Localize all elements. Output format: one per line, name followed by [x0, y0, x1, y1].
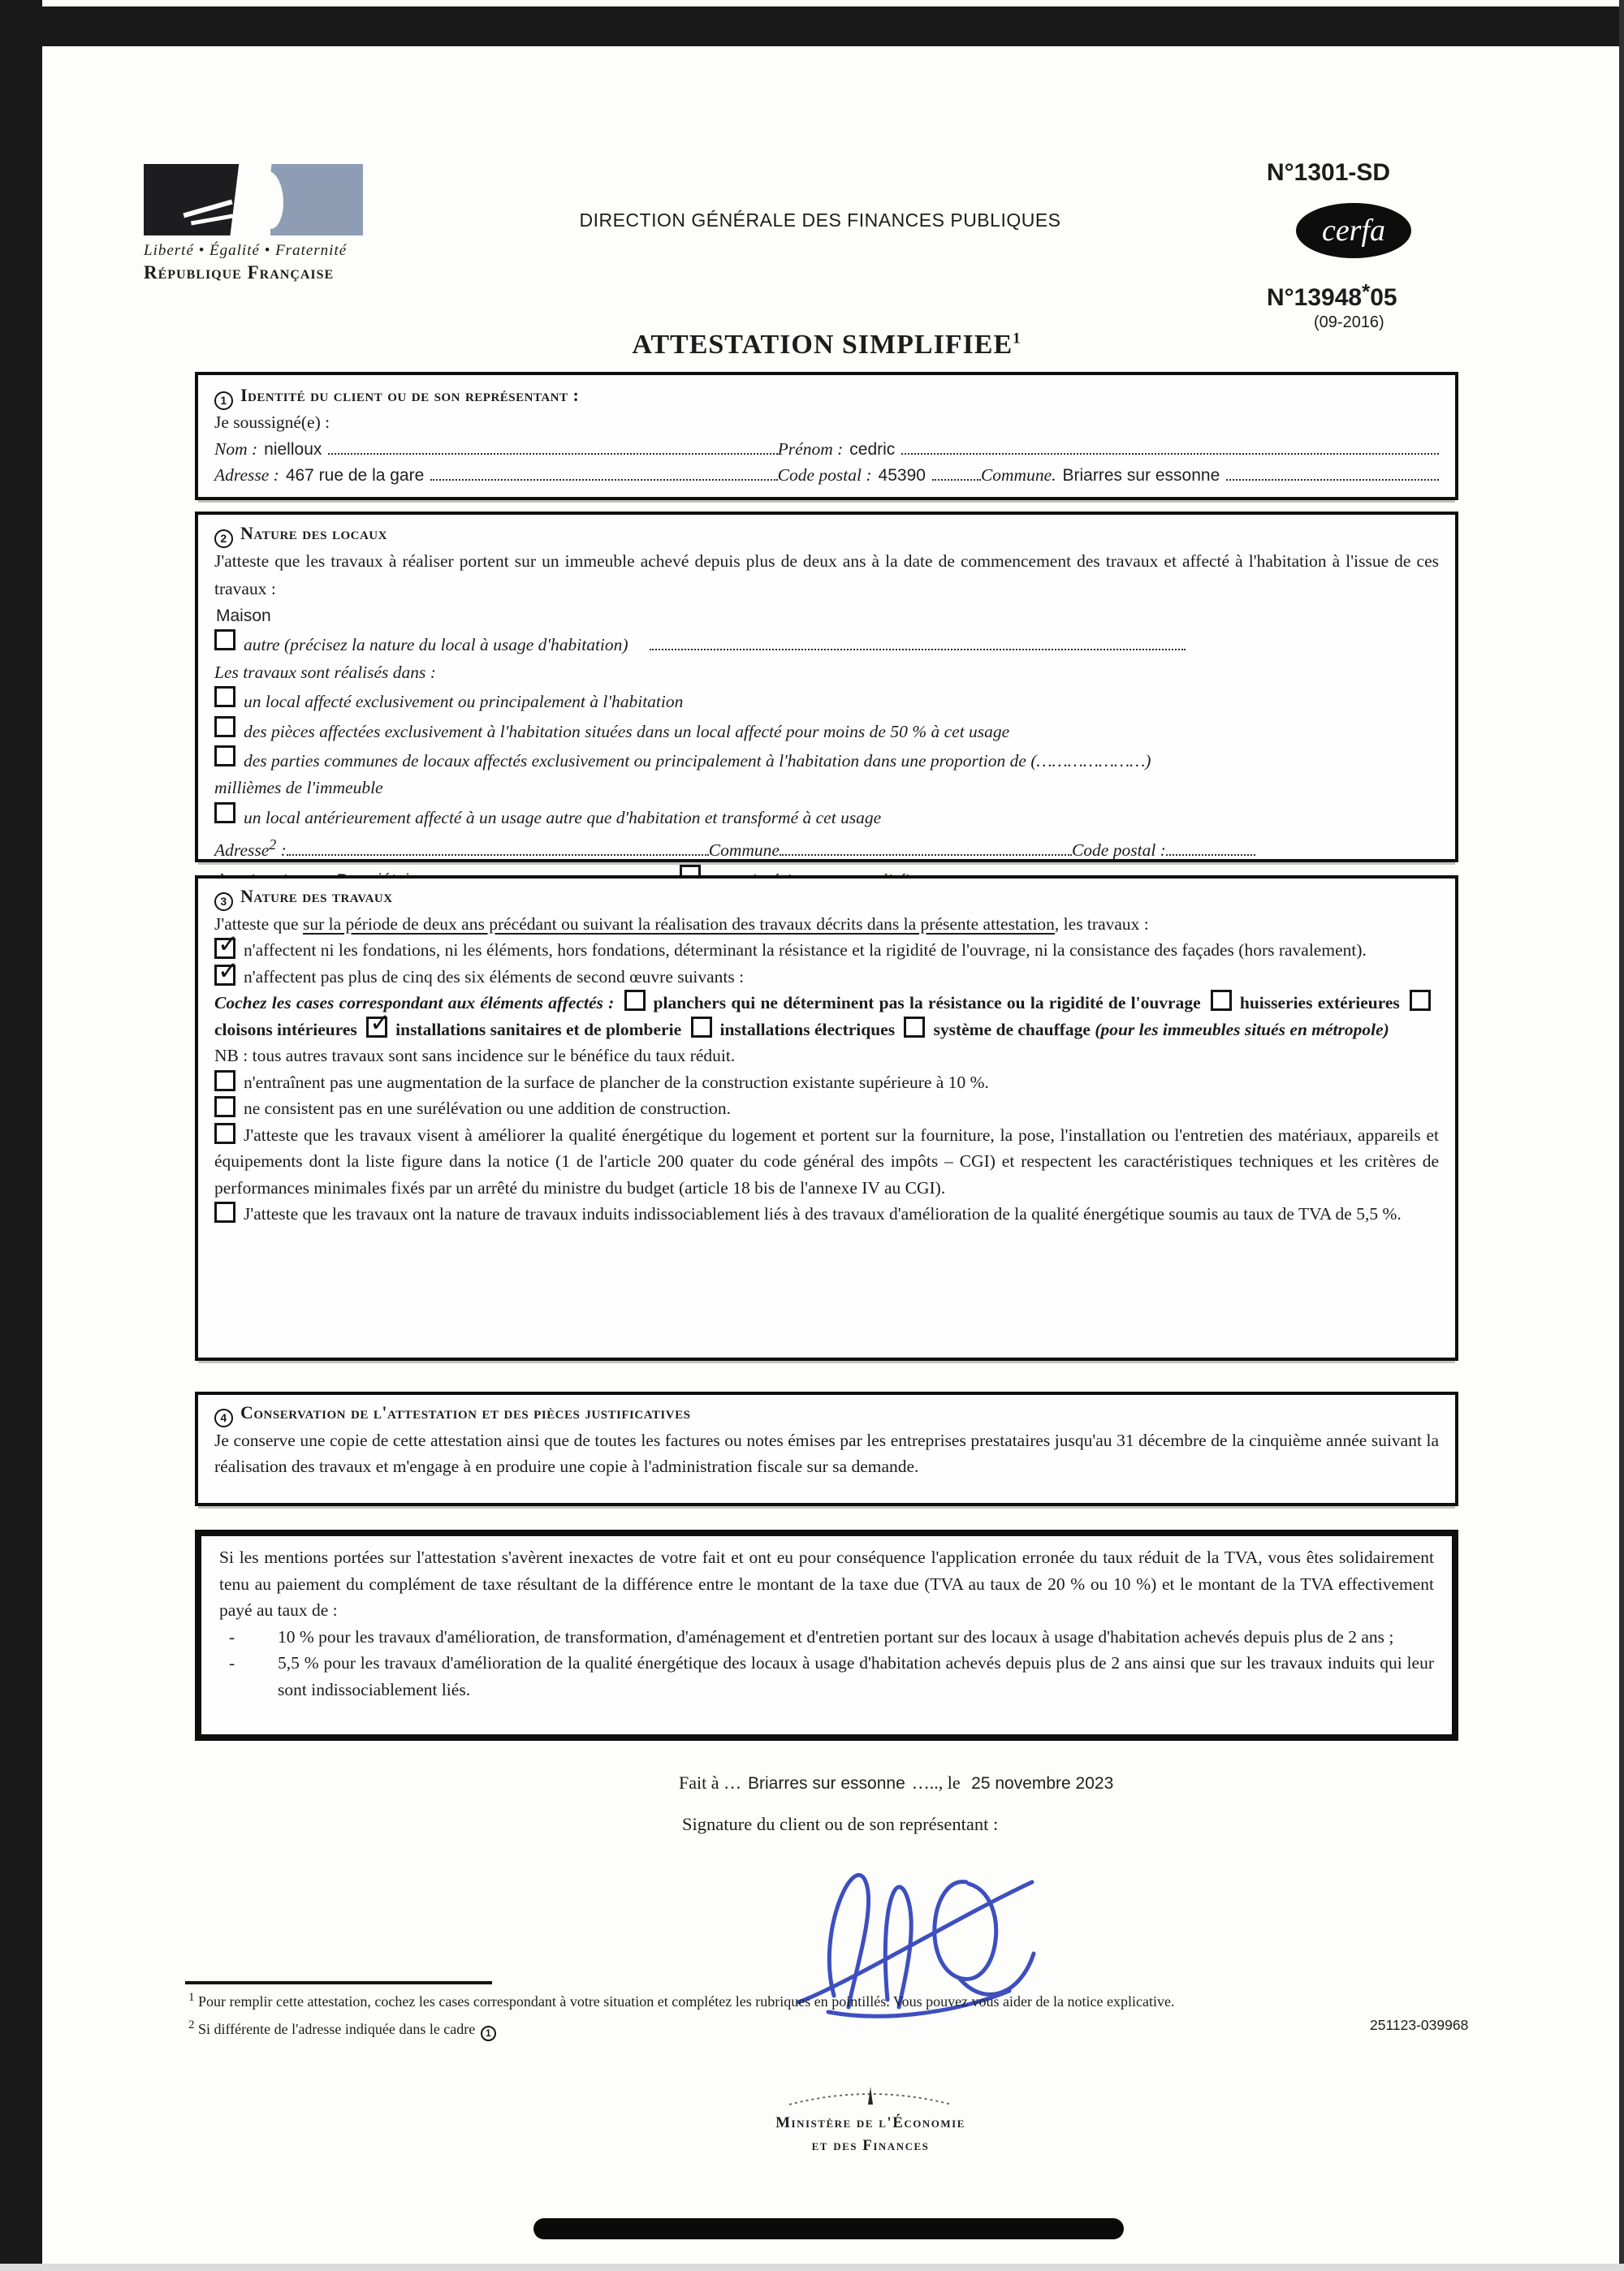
- form-number-main: N°13948: [1267, 284, 1363, 311]
- ministry-block: [708, 2080, 1033, 2157]
- cerfa-logo: [1296, 203, 1411, 258]
- section-conservation: [195, 1392, 1458, 1506]
- code-postal2-label: Code postal :: [1071, 840, 1166, 861]
- signature-label: Signature du client ou de son représentant :: [682, 1814, 999, 1834]
- element-electriques: installations électriques: [719, 1019, 896, 1039]
- element-huisseries: huisseries extérieures: [1239, 993, 1400, 1013]
- dotted-leader: [430, 462, 777, 481]
- form-number-13948: [1267, 279, 1397, 312]
- option-label: des pièces affectées exclusivement à l'habitation situées dans un local affecté pour moins de 50 % à cet usage: [244, 721, 1010, 741]
- footnote-1-text: Pour remplir cette attestation, cochez les cases correspondant à votre situation et complétez les rubriques en pointillés. Vous pouvez vous aider de la notice explicative.: [194, 1993, 1175, 2010]
- option-pieces-affectees: [214, 716, 1439, 745]
- fait-a-line: [679, 1772, 1120, 1794]
- scan-gray-strip-bottom: [0, 2264, 1624, 2271]
- warning-item-text: 5,5 % pour les travaux d'amélioration de la qualité énergétique des locaux à usage d'habitation achevés depuis plus de 2 ans ainsi que sur les travaux induits qui leur sont indissociablement liés.: [278, 1653, 1434, 1699]
- condition-text: J'atteste que les travaux visent à améliorer la qualité énergétique du logement et portent sur la fourniture, la pose, l'installation ou l'entretien des matériaux, appareils et équipements dont la liste figure dans la notice (1 de l'article 200 quater du code général des impôts – CGI) et respectent les caractéristiques techniques et les critères de performances minimales fixés par un arrêté du ministre du budget (article 18 bis de l'annexe IV au CGI).: [214, 1125, 1439, 1198]
- checkbox: [214, 745, 235, 766]
- scan-black-pill-bar: [533, 2218, 1124, 2239]
- section3-number-icon: 3: [214, 892, 233, 911]
- form-title-text: ATTESTATION SIMPLIFIEE: [632, 330, 1013, 360]
- cerfa-logo-text: cerfa: [1321, 214, 1386, 248]
- list-dash: -: [229, 1626, 235, 1647]
- condition-text: J'atteste que les travaux ont la nature de travaux induits indissociablement liés à des travaux d'amélioration de la qualité énergétique soumis au taux de TVA de 5,5 %.: [244, 1204, 1402, 1224]
- section1-heading: [214, 382, 1439, 410]
- adresse2-row: [214, 831, 1439, 865]
- form-title-footnote-ref: 1: [1013, 330, 1021, 348]
- obelisk-mark-icon: [868, 2087, 873, 2105]
- flag-blue-block: [270, 164, 363, 235]
- option-autre-local-label: autre (précisez la nature du local à usage d'habitation): [244, 635, 628, 655]
- prenom-field-value: cedric: [849, 439, 896, 459]
- condition-text: n'affectent ni les fondations, ni les éléments, hors fondations, déterminant la résistance et la rigidité de l'ouvrage, ni la consistance des façades (hors ravalement).: [244, 940, 1367, 961]
- dotted-leader: [287, 837, 709, 857]
- nom-field-value: nielloux: [264, 439, 322, 459]
- warning-box: [195, 1530, 1458, 1741]
- signature-stroke: [935, 1882, 996, 1980]
- dotted-leader: [901, 435, 1439, 455]
- option-label: un local antérieurement affecté à un usage autre que d'habitation et transformé à cet usage: [244, 807, 882, 827]
- identity-intro: Je soussigné(e) :: [214, 412, 330, 432]
- logo-republic-label: République Française: [144, 262, 335, 283]
- checkbox: [214, 716, 235, 737]
- condition-text: n'entraînent pas une augmentation de la surface de plancher de la construction existante supérieure à 10 %.: [244, 1072, 989, 1092]
- section2-heading: [214, 520, 1439, 548]
- adresse2-footnote-ref: 2: [269, 836, 277, 853]
- checkbox: [214, 1096, 235, 1117]
- fait-mid: ….., le: [911, 1772, 965, 1793]
- element-sanitaires: installations sanitaires et de plomberie: [395, 1019, 682, 1039]
- elements-affectes-paragraph: [214, 990, 1439, 1043]
- checkbox: [214, 965, 235, 986]
- form-number-version: 05: [1370, 284, 1397, 311]
- checkbox: [214, 686, 235, 707]
- element-planchers: planchers qui ne déterminent pas la résistance ou la rigidité de l'ouvrage: [653, 993, 1201, 1013]
- list-dash: -: [229, 1653, 235, 1673]
- adresse-label: Adresse :: [214, 465, 279, 485]
- republique-francaise-logo: [144, 164, 371, 283]
- footnote-2-text: Si différente de l'adresse indiquée dans le cadre: [194, 2021, 479, 2037]
- section-nature-des-travaux: [195, 875, 1458, 1361]
- checkbox: [214, 629, 235, 650]
- condition-second-oeuvre: [214, 964, 1439, 991]
- code-postal-label: Code postal :: [777, 465, 872, 485]
- conservation-body: Je conserve une copie de cette attestation ainsi que de toutes les factures ou notes émises par les entreprises prestataires jusqu'au 31 décembre de la cinquième année suivant la réalisation des travaux et m'engage à en produire une copie à l'administration fiscale sur sa demande.: [214, 1430, 1439, 1477]
- condition-qualite-energetique: [214, 1122, 1439, 1202]
- commune2-label: Commune: [708, 840, 780, 861]
- scan-black-bar-top: [42, 6, 1619, 46]
- option-label: un local affecté exclusivement ou principalement à l'habitation: [244, 692, 684, 712]
- section-identite-client: [195, 372, 1458, 500]
- warning-item-55: [219, 1650, 1434, 1703]
- checkbox: [1410, 990, 1431, 1011]
- dotted-leader: [1166, 837, 1255, 857]
- fait-a-label: Fait à …: [679, 1772, 741, 1793]
- section4-heading-text: Conservation de l'attestation et des pièces justificatives: [240, 1402, 691, 1423]
- scan-black-line-right: [1619, 0, 1624, 2264]
- checkbox: [1211, 990, 1232, 1011]
- cochez-label: Cochez les cases correspondant aux éléments affectés :: [214, 993, 615, 1013]
- checkbox: [214, 1123, 235, 1144]
- section1-heading-text: Identité du client ou de son représentant :: [240, 385, 580, 405]
- scan-black-bar-left: [0, 0, 42, 2264]
- form-title: [195, 330, 1458, 361]
- form-number-1301sd: N°1301-SD: [1267, 159, 1391, 186]
- marianne-flag-icon: [144, 164, 363, 235]
- travaux-intro-paragraph: [214, 911, 1439, 938]
- section4-number-icon: 4: [214, 1409, 233, 1427]
- fait-date-value: 25 novembre 2023: [971, 1774, 1114, 1793]
- checkbox: [214, 802, 235, 823]
- adresse2-label: Adresse$^2$ :: [214, 836, 287, 861]
- section3-heading-text: Nature des travaux: [240, 886, 393, 906]
- option-local-transforme: [214, 802, 1439, 831]
- footnote-2: [188, 2018, 1455, 2041]
- prenom-label: Prénom :: [777, 438, 844, 459]
- dotted-leader: [328, 435, 777, 455]
- intro-underlined: sur la période de deux ans précédant ou suivant la réalisation des travaux décrits dans la présente attestation: [302, 913, 1055, 934]
- warning-item-text: 10 % pour les travaux d'amélioration, de transformation, d'aménagement et d'entretien portant sur des locaux à usage d'habitation achevés depuis plus de 2 ans ;: [278, 1626, 1394, 1647]
- nb-note: NB : tous autres travaux sont sans incidence sur le bénéfice du taux réduit.: [214, 1046, 736, 1066]
- section3-heading: [214, 883, 1439, 911]
- identity-row-adresse: [214, 462, 1439, 489]
- travaux-realises-label: Les travaux sont réalisés dans :: [214, 662, 436, 682]
- locaux-intro-paragraph: J'atteste que les travaux à réaliser portent sur un immeuble achevé depuis plus de deux ans à la date de commencement des travaux et affecté à l'habitation à l'issue de ces travaux :: [214, 551, 1439, 598]
- intro-pre: J'atteste que: [214, 913, 303, 934]
- condition-text: ne consistent pas en une surélévation ou une addition de construction.: [244, 1099, 732, 1119]
- condition-surelevation: [214, 1095, 1439, 1122]
- element-cloisons: cloisons intérieures: [214, 1019, 357, 1039]
- footnote-2-ref: 2: [188, 2018, 195, 2031]
- footnote-1: [188, 1991, 1455, 2010]
- dotted-leader: [780, 837, 1072, 857]
- ministry-arc-decoration: [781, 2080, 960, 2108]
- footnote-divider: [185, 1981, 492, 1984]
- dotted-leader: [650, 632, 1186, 651]
- checkbox: [691, 1017, 712, 1038]
- checkbox: [904, 1017, 925, 1038]
- form-number-star: *: [1362, 279, 1371, 304]
- document-reference-number: 251123-039968: [1370, 2017, 1469, 2033]
- checkbox: [624, 990, 646, 1011]
- intro-post: , les travaux :: [1054, 913, 1149, 934]
- signature-stroke: [959, 1954, 1034, 1994]
- condition-fondations: [214, 937, 1439, 964]
- commune-field-value: Briarres sur essonne: [1062, 466, 1220, 485]
- dotted-leader: [1226, 462, 1439, 481]
- adresse-field-value: 467 rue de la gare: [285, 466, 425, 485]
- code-postal-field-value: 45390: [878, 466, 926, 485]
- ministry-line1: Ministère de l'Économie: [775, 2114, 965, 2131]
- condition-travaux-induits: [214, 1201, 1439, 1228]
- logo-motto: Liberté • Égalité • Fraternité: [144, 242, 348, 259]
- section2-heading-text: Nature des locaux: [240, 523, 387, 543]
- section1-number-icon: 1: [214, 391, 233, 410]
- form-revision-date: (09-2016): [1314, 313, 1384, 331]
- dotted-leader: [932, 462, 981, 481]
- ministry-line2: et des Finances: [811, 2137, 930, 2154]
- condition-text: n'affectent pas plus de cinq des six éléments de second œuvre suivants :: [244, 966, 745, 987]
- footnote-2-section-icon: 1: [481, 2026, 496, 2041]
- warning-item-10: [219, 1624, 1434, 1651]
- warning-intro: Si les mentions portées sur l'attestation s'avèrent inexactes de votre fait et ont eu pour conséquence l'application erronée du taux réduit de la TVA, vous êtes solidairement tenu au paiement du complément de taxe résultant de la différence entre le montant de la taxe due (TVA au taux de 20 % ou 10 %) et le montant de la TVA effectivement payé au taux de :: [219, 1548, 1434, 1620]
- section2-number-icon: 2: [214, 529, 233, 548]
- local-type-field-value: Maison: [216, 607, 271, 626]
- option-local-habitation: [214, 686, 1439, 715]
- footnote-1-ref: 1: [188, 1991, 195, 2004]
- element-chauffage-note: (pour les immeubles situés en métropole): [1095, 1019, 1389, 1039]
- element-chauffage: système de chauffage: [933, 1019, 1091, 1039]
- checkbox: [214, 1202, 235, 1223]
- identity-row-nom: [214, 435, 1439, 462]
- condition-surface: [214, 1069, 1439, 1096]
- section-nature-des-locaux: [195, 512, 1458, 862]
- checkbox: [214, 1070, 235, 1091]
- checkbox: [366, 1017, 387, 1038]
- nom-label: Nom :: [214, 438, 258, 459]
- fait-place-value: Briarres sur essonne: [748, 1774, 905, 1793]
- option-autre-local: [214, 629, 1439, 658]
- section4-heading: [214, 1400, 1439, 1427]
- option-parties-communes: [214, 745, 1439, 775]
- option-parties-communes-suite: millièmes de l'immeuble: [214, 778, 383, 798]
- commune-label: Commune.: [980, 465, 1056, 485]
- agency-name: DIRECTION GÉNÉRALE DES FINANCES PUBLIQUES: [579, 209, 1061, 231]
- option-label: des parties communes de locaux affectés exclusivement ou principalement à l'habitation dans une proportion de (…………………): [244, 751, 1151, 771]
